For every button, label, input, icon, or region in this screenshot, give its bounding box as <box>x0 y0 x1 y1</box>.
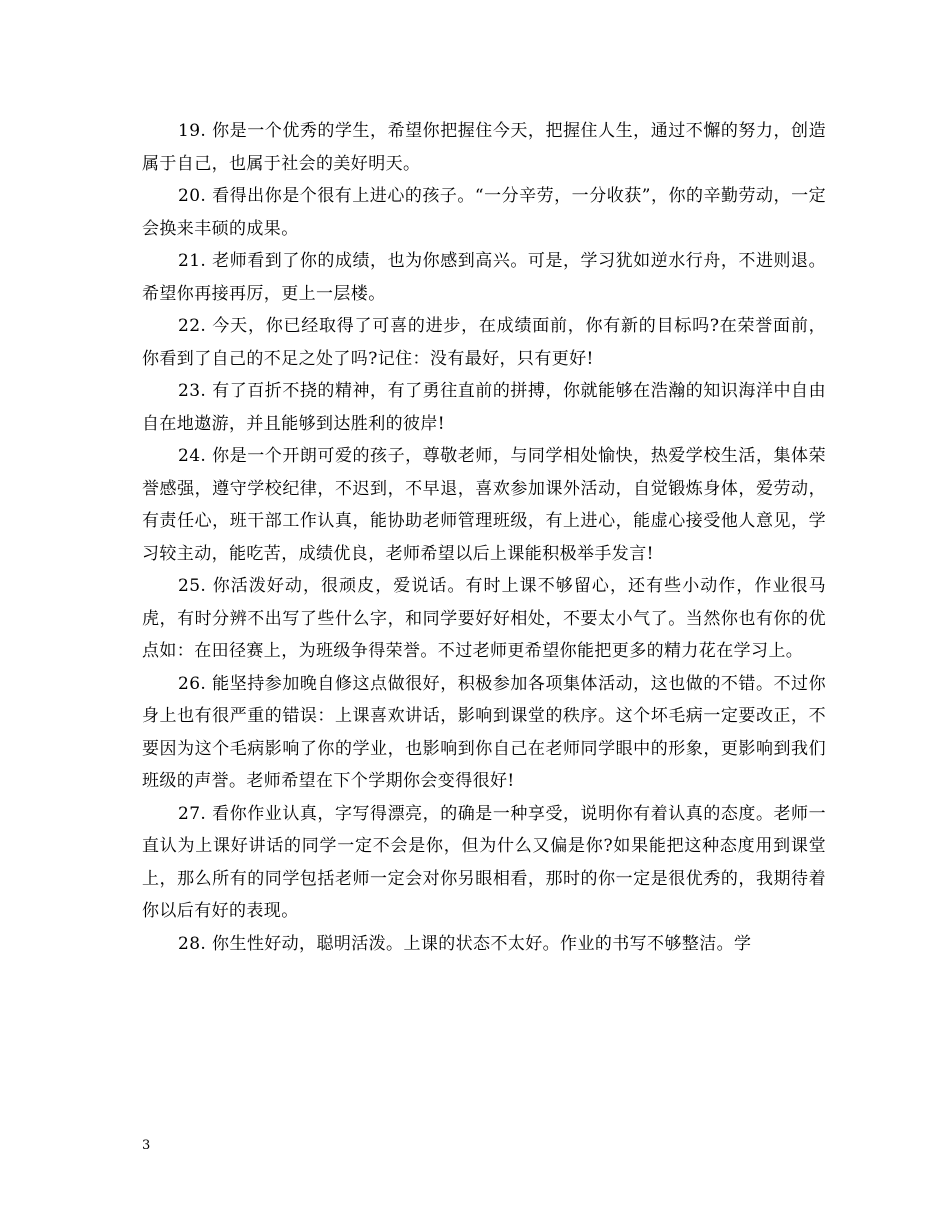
paragraph-24: 24. 你是一个开朗可爱的孩子，尊敬老师，与同学相处愉快，热爱学校生活，集体荣誉感强，遵守学校纪律，不迟到，不早退，喜欢参加课外活动，自觉锻炼身体，爱劳动，有责任心，班干部工作认真，能协助老师管理班级，有上进心，能虚心接受他人意见，学习较主动，能吃苦，成绩优良，老师希望以后上课能积极举手发言! <box>142 446 826 564</box>
paragraph-25: 25. 你活泼好动，很顽皮，爱说话。有时上课不够留心，还有些小动作，作业很马虎，有时分辨不出写了些什么字，和同学要好好相处，不要太小气了。当然你也有你的优点如：在田径赛上，为班级争得荣誉。不过老师更希望你能把更多的精力花在学习上。 <box>142 576 826 661</box>
document-body <box>142 115 826 960</box>
paragraph-19: 19. 你是一个优秀的学生，希望你把握住今天，把握住人生，通过不懈的努力，创造属于自己，也属于社会的美好明天。 <box>142 121 826 174</box>
page-number: 3 <box>142 1138 151 1153</box>
paragraph-20: 20. 看得出你是个很有上进心的孩子。“一分辛劳，一分收获”，你的辛勤劳动，一定会换来丰硕的成果。 <box>142 186 826 239</box>
paragraph-21: 21. 老师看到了你的成绩，也为你感到高兴。可是，学习犹如逆水行舟，不进则退。希望你再接再厉，更上一层楼。 <box>142 251 826 304</box>
paragraph-23: 23. 有了百折不挠的精神，有了勇往直前的拼搏，你就能够在浩瀚的知识海洋中自由自在地遨游，并且能够到达胜利的彼岸! <box>142 381 826 434</box>
paragraph-26: 26. 能坚持参加晚自修这点做很好，积极参加各项集体活动，这也做的不错。不过你身上也有很严重的错误：上课喜欢讲话，影响到课堂的秩序。这个坏毛病一定要改正，不要因为这个毛病影响了你的学业，也影响到你自己在老师同学眼中的形象，更影响到我们班级的声誉。老师希望在下个学期你会变得很好! <box>142 673 826 791</box>
paragraph-22: 22. 今天，你已经取得了可喜的进步，在成绩面前，你有新的目标吗?在荣誉面前，你看到了自己的不足之处了吗?记住：没有最好，只有更好! <box>142 316 826 369</box>
paragraph-27: 27. 看你作业认真，字写得漂亮，的确是一种享受，说明你有着认真的态度。老师一直认为上课好讲话的同学一定不会是你，但为什么又偏是你?如果能把这种态度用到课堂上，那么所有的同学包括老师一定会对你另眼相看，那时的你一定是很优秀的，我期待着你以后有好的表现。 <box>142 803 826 921</box>
paragraph-28: 28. 你生性好动，聪明活泼。上课的状态不太好。作业的书写不够整洁。学 <box>178 933 752 954</box>
